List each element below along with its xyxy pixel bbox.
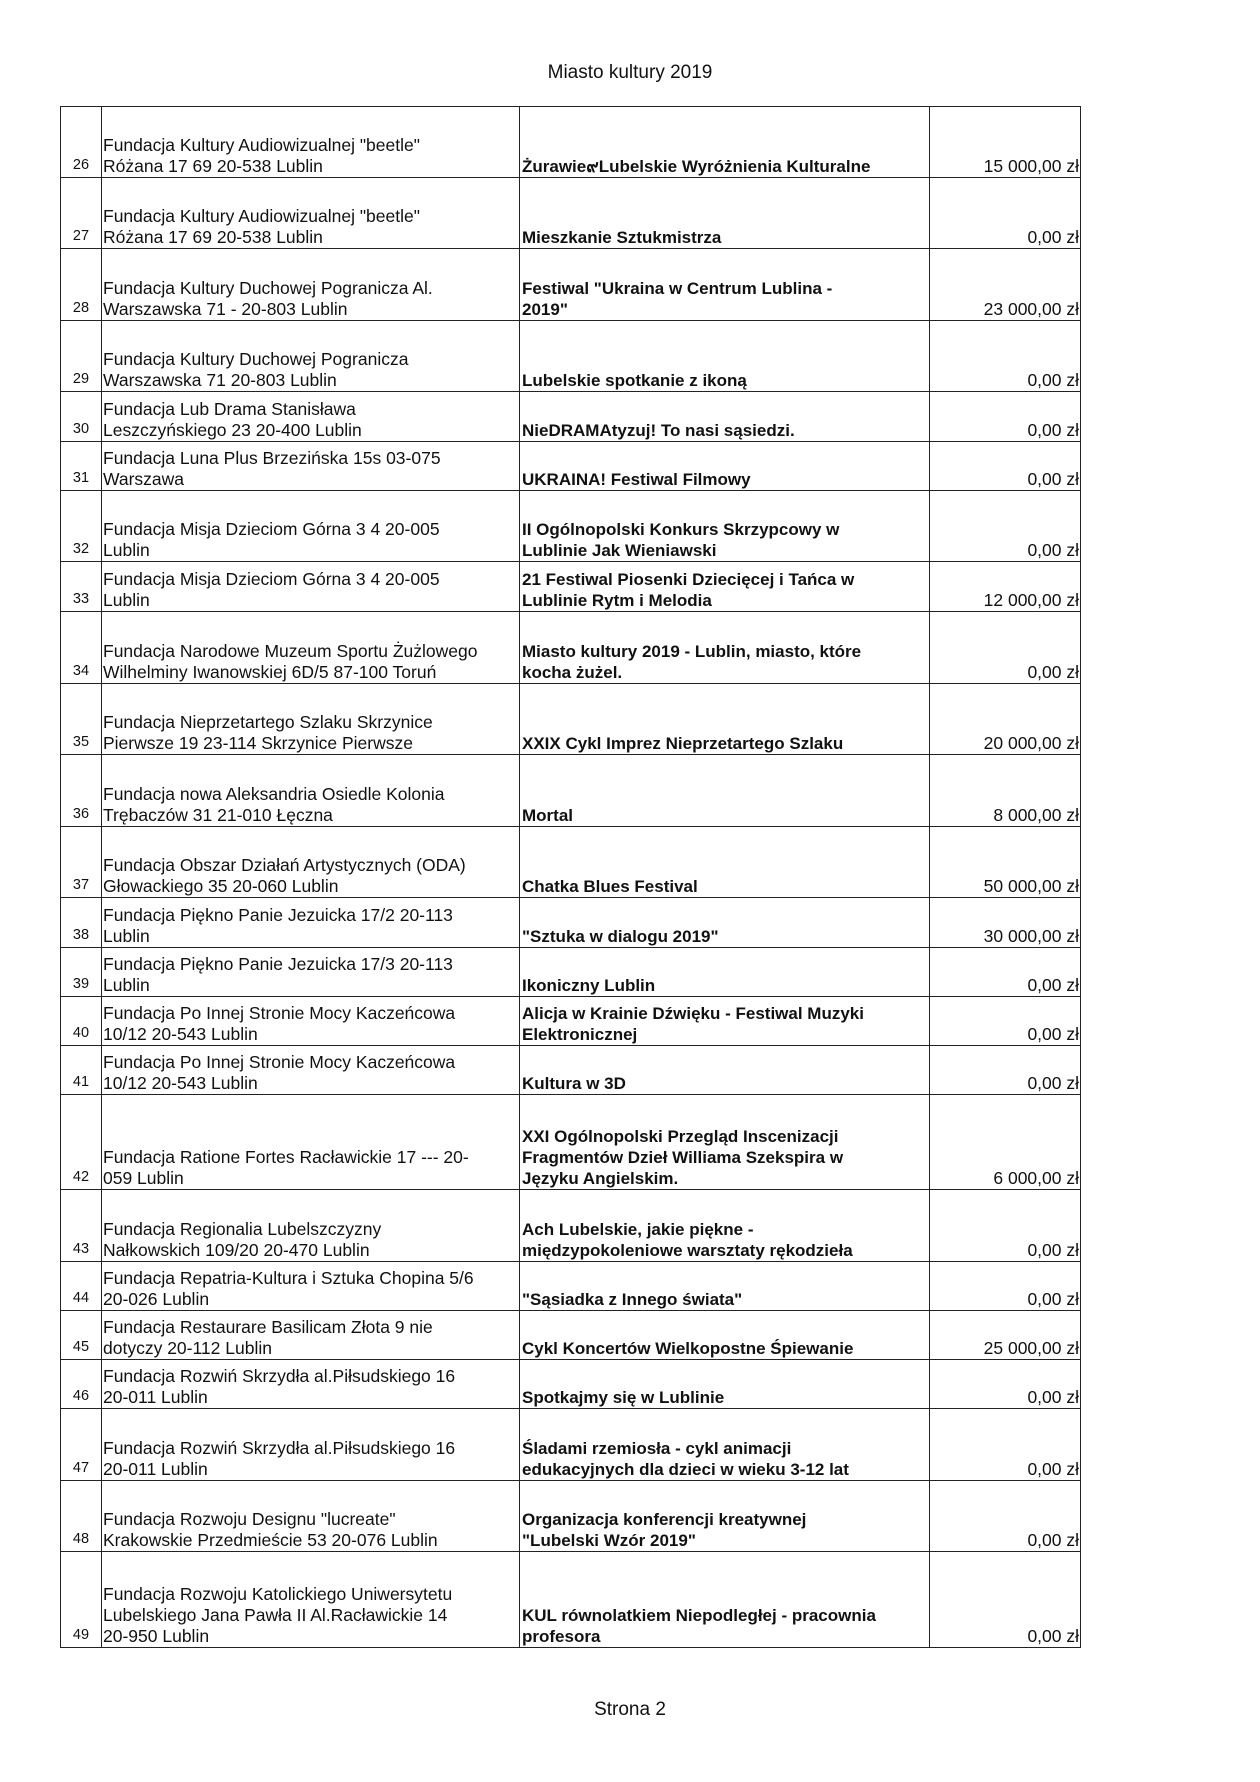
project-cell: Ikoniczny Lublin bbox=[520, 948, 930, 997]
amount-cell: 0,00 zł bbox=[930, 997, 1081, 1046]
row-number: 42 bbox=[61, 1095, 102, 1190]
organization-cell: Fundacja Rozwiń Skrzydła al.Piłsudskiego 16 20-011 Lublin bbox=[102, 1360, 520, 1409]
amount-cell: 8 000,00 zł bbox=[930, 755, 1081, 827]
project-cell: Miasto kultury 2019 - Lublin, miasto, które kocha żużel. bbox=[520, 612, 930, 684]
row-number: 28 bbox=[61, 249, 102, 321]
table-row bbox=[61, 898, 1081, 948]
project-cell: KUL równolatkiem Niepodległej - pracownia profesora bbox=[520, 1552, 930, 1648]
project-cell: Ach Lubelskie, jakie piękne - międzypokoleniowe warsztaty rękodzieła bbox=[520, 1190, 930, 1262]
organization-cell: Fundacja Rozwoju Designu "lucreate" Krakowskie Przedmieście 53 20-076 Lublin bbox=[102, 1481, 520, 1552]
amount-cell: 0,00 zł bbox=[930, 1360, 1081, 1409]
grants-table bbox=[60, 106, 1081, 1648]
row-number: 38 bbox=[61, 898, 102, 948]
row-number: 30 bbox=[61, 392, 102, 442]
organization-cell: Fundacja Nieprzetartego Szlaku Skrzynice Pierwsze 19 23-114 Skrzynice Pierwsze bbox=[102, 684, 520, 755]
row-number: 41 bbox=[61, 1046, 102, 1095]
table-row bbox=[61, 755, 1081, 827]
page-number: Strona 2 bbox=[594, 1699, 666, 1720]
amount-cell: 25 000,00 zł bbox=[930, 1311, 1081, 1360]
amount-cell: 0,00 zł bbox=[930, 1552, 1081, 1648]
organization-cell: Fundacja nowa Aleksandria Osiedle Kolonia Trębaczów 31 21-010 Łęczna bbox=[102, 755, 520, 827]
row-number: 36 bbox=[61, 755, 102, 827]
row-number: 29 bbox=[61, 321, 102, 392]
table-row bbox=[61, 1046, 1081, 1095]
row-number: 47 bbox=[61, 1409, 102, 1481]
table-row bbox=[61, 612, 1081, 684]
table-row bbox=[61, 827, 1081, 898]
organization-cell: Fundacja Piękno Panie Jezuicka 17/3 20-113 Lublin bbox=[102, 948, 520, 997]
organization-cell: Fundacja Misja Dzieciom Górna 3 4 20-005 Lublin bbox=[102, 562, 520, 612]
project-cell: Organizacja konferencji kreatywnej "Lubelski Wzór 2019" bbox=[520, 1481, 930, 1552]
amount-cell: 0,00 zł bbox=[930, 1409, 1081, 1481]
amount-cell: 0,00 zł bbox=[930, 1262, 1081, 1311]
table-row bbox=[61, 1262, 1081, 1311]
row-number: 39 bbox=[61, 948, 102, 997]
amount-cell: 23 000,00 zł bbox=[930, 249, 1081, 321]
row-number: 33 bbox=[61, 562, 102, 612]
organization-cell: Fundacja Lub Drama Stanisława Leszczyńskiego 23 20-400 Lublin bbox=[102, 392, 520, 442]
project-cell: 21 Festiwal Piosenki Dziecięcej i Tańca w Lublinie Rytm i Melodia bbox=[520, 562, 930, 612]
row-number: 37 bbox=[61, 827, 102, 898]
row-number: 34 bbox=[61, 612, 102, 684]
organization-cell: Fundacja Kultury Duchowej Pogranicza Warszawska 71 20-803 Lublin bbox=[102, 321, 520, 392]
project-cell: XXI Ogólnopolski Przegląd Inscenizacji Fragmentów Dzieł Williama Szekspira w Języku Angielskim. bbox=[520, 1095, 930, 1190]
table-row bbox=[61, 1409, 1081, 1481]
row-number: 26 bbox=[61, 107, 102, 178]
organization-cell: Fundacja Kultury Duchowej Pogranicza Al. Warszawska 71 - 20-803 Lublin bbox=[102, 249, 520, 321]
project-cell: Żurawie๙Lubelskie Wyróżnienia Kulturalne bbox=[520, 107, 930, 178]
project-cell: UKRAINA! Festiwal Filmowy bbox=[520, 442, 930, 491]
project-cell: Alicja w Krainie Dźwięku - Festiwal Muzyki Elektronicznej bbox=[520, 997, 930, 1046]
amount-cell: 0,00 zł bbox=[930, 612, 1081, 684]
table-row bbox=[61, 948, 1081, 997]
organization-cell: Fundacja Restaurare Basilicam Złota 9 nie dotyczy 20-112 Lublin bbox=[102, 1311, 520, 1360]
project-cell: II Ogólnopolski Konkurs Skrzypcowy w Lublinie Jak Wieniawski bbox=[520, 491, 930, 562]
organization-cell: Fundacja Po Innej Stronie Mocy Kaczeńcowa 10/12 20-543 Lublin bbox=[102, 997, 520, 1046]
table-row bbox=[61, 997, 1081, 1046]
row-number: 45 bbox=[61, 1311, 102, 1360]
organization-cell: Fundacja Po Innej Stronie Mocy Kaczeńcowa 10/12 20-543 Lublin bbox=[102, 1046, 520, 1095]
table-row bbox=[61, 1190, 1081, 1262]
table-row bbox=[61, 249, 1081, 321]
amount-cell: 50 000,00 zł bbox=[930, 827, 1081, 898]
amount-cell: 0,00 zł bbox=[930, 1190, 1081, 1262]
project-cell: Mortal bbox=[520, 755, 930, 827]
amount-cell: 0,00 zł bbox=[930, 442, 1081, 491]
table-row bbox=[61, 442, 1081, 491]
project-cell: Spotkajmy się w Lublinie bbox=[520, 1360, 930, 1409]
row-number: 31 bbox=[61, 442, 102, 491]
organization-cell: Fundacja Rozwiń Skrzydła al.Piłsudskiego 16 20-011 Lublin bbox=[102, 1409, 520, 1481]
table-row bbox=[61, 1095, 1081, 1190]
table-row bbox=[61, 1360, 1081, 1409]
organization-cell: Fundacja Rozwoju Katolickiego Uniwersytetu Lubelskiego Jana Pawła II Al.Racławickie 14 20-950 Lublin bbox=[102, 1552, 520, 1648]
amount-cell: 0,00 zł bbox=[930, 1481, 1081, 1552]
table-row bbox=[61, 1552, 1081, 1648]
amount-cell: 0,00 zł bbox=[930, 948, 1081, 997]
amount-cell: 15 000,00 zł bbox=[930, 107, 1081, 178]
table-row bbox=[61, 1311, 1081, 1360]
organization-cell: Fundacja Misja Dzieciom Górna 3 4 20-005 Lublin bbox=[102, 491, 520, 562]
amount-cell: 12 000,00 zł bbox=[930, 562, 1081, 612]
organization-cell: Fundacja Kultury Audiowizualnej "beetle" Różana 17 69 20-538 Lublin bbox=[102, 178, 520, 249]
amount-cell: 0,00 zł bbox=[930, 321, 1081, 392]
organization-cell: Fundacja Piękno Panie Jezuicka 17/2 20-113 Lublin bbox=[102, 898, 520, 948]
organization-cell: Fundacja Luna Plus Brzezińska 15s 03-075 Warszawa bbox=[102, 442, 520, 491]
row-number: 43 bbox=[61, 1190, 102, 1262]
row-number: 48 bbox=[61, 1481, 102, 1552]
organization-cell: Fundacja Narodowe Muzeum Sportu Żużlowego Wilhelminy Iwanowskiej 6D/5 87-100 Toruń bbox=[102, 612, 520, 684]
row-number: 49 bbox=[61, 1552, 102, 1648]
organization-cell: Fundacja Obszar Działań Artystycznych (ODA) Głowackiego 35 20-060 Lublin bbox=[102, 827, 520, 898]
project-cell: Cykl Koncertów Wielkopostne Śpiewanie bbox=[520, 1311, 930, 1360]
amount-cell: 0,00 zł bbox=[930, 392, 1081, 442]
project-cell: Lubelskie spotkanie z ikoną bbox=[520, 321, 930, 392]
table-row bbox=[61, 392, 1081, 442]
row-number: 27 bbox=[61, 178, 102, 249]
organization-cell: Fundacja Regionalia Lubelszczyzny Nałkowskich 109/20 20-470 Lublin bbox=[102, 1190, 520, 1262]
project-cell: Mieszkanie Sztukmistrza bbox=[520, 178, 930, 249]
organization-cell: Fundacja Ratione Fortes Racławickie 17 --- 20- 059 Lublin bbox=[102, 1095, 520, 1190]
table-row bbox=[61, 562, 1081, 612]
project-cell: "Sztuka w dialogu 2019" bbox=[520, 898, 930, 948]
organization-cell: Fundacja Repatria-Kultura i Sztuka Chopina 5/6 20-026 Lublin bbox=[102, 1262, 520, 1311]
project-cell: XXIX Cykl Imprez Nieprzetartego Szlaku bbox=[520, 684, 930, 755]
amount-cell: 0,00 zł bbox=[930, 178, 1081, 249]
row-number: 32 bbox=[61, 491, 102, 562]
amount-cell: 30 000,00 zł bbox=[930, 898, 1081, 948]
project-cell: Chatka Blues Festival bbox=[520, 827, 930, 898]
table-row bbox=[61, 684, 1081, 755]
table-row bbox=[61, 178, 1081, 249]
organization-cell: Fundacja Kultury Audiowizualnej "beetle" Różana 17 69 20-538 Lublin bbox=[102, 107, 520, 178]
project-cell: Festiwal "Ukraina w Centrum Lublina - 2019" bbox=[520, 249, 930, 321]
table-row bbox=[61, 107, 1081, 178]
amount-cell: 20 000,00 zł bbox=[930, 684, 1081, 755]
row-number: 46 bbox=[61, 1360, 102, 1409]
row-number: 44 bbox=[61, 1262, 102, 1311]
project-cell: "Sąsiadka z Innego świata" bbox=[520, 1262, 930, 1311]
project-cell: Kultura w 3D bbox=[520, 1046, 930, 1095]
row-number: 40 bbox=[61, 997, 102, 1046]
project-cell: NieDRAMAtyzuj! To nasi sąsiedzi. bbox=[520, 392, 930, 442]
amount-cell: 0,00 zł bbox=[930, 491, 1081, 562]
table-row bbox=[61, 491, 1081, 562]
page-title: Miasto kultury 2019 bbox=[547, 62, 713, 83]
row-number: 35 bbox=[61, 684, 102, 755]
table-row bbox=[61, 321, 1081, 392]
amount-cell: 0,00 zł bbox=[930, 1046, 1081, 1095]
grants-table-body bbox=[61, 107, 1081, 1648]
project-cell: Śladami rzemiosła - cykl animacji edukacyjnych dla dzieci w wieku 3-12 lat bbox=[520, 1409, 930, 1481]
amount-cell: 6 000,00 zł bbox=[930, 1095, 1081, 1190]
table-row bbox=[61, 1481, 1081, 1552]
